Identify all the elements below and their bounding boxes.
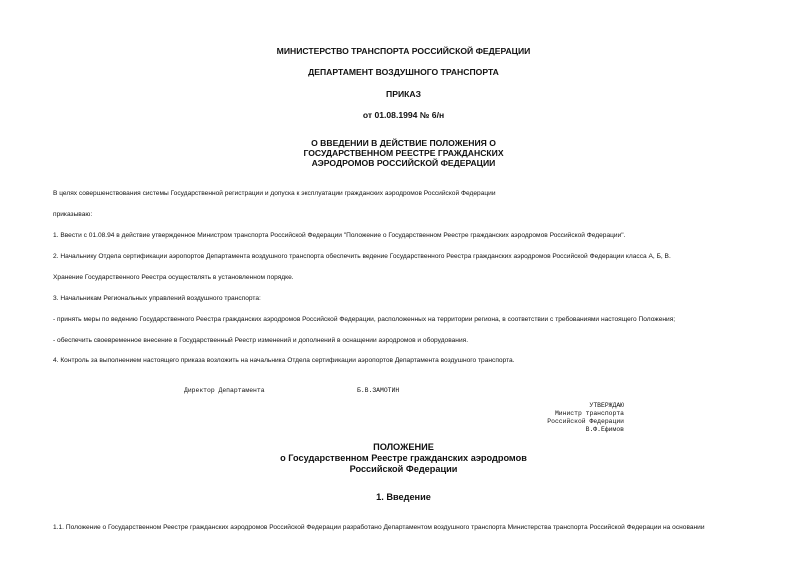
title-line-2: ГОСУДАРСТВЕННОМ РЕЕСТРЕ ГРАЖДАНСКИХ	[303, 148, 504, 158]
signature-position: Директор Департамента	[184, 387, 265, 394]
paragraph-1-1: 1.1. Положение о Государственном Реестре гражданских аэродромов Российской Федерации разработано Департаментом воздушного транспорта Министерства транспорта Российской Федерации на основании	[53, 524, 705, 531]
approval-line-4: В.Ф.Ефимов	[585, 426, 624, 433]
title-line-3: АЭРОДРОМОВ РОССИЙСКОЙ ФЕДЕРАЦИИ	[311, 158, 496, 168]
order-word: приказываю:	[53, 211, 93, 218]
department-heading: ДЕПАРТАМЕНТ ВОЗДУШНОГО ТРАНСПОРТА	[308, 67, 499, 77]
signature-name: Б.В.ЗАМОТИН	[357, 387, 400, 394]
item-3: 3. Начальникам Региональных управлений воздушного транспорта:	[53, 295, 261, 302]
title-line-1: О ВВЕДЕНИИ В ДЕЙСТВИЕ ПОЛОЖЕНИЯ О	[311, 138, 496, 148]
item-4: 4. Контроль за выполнением настоящего приказа возложить на начальника Отдела сертификации аэропортов Департамента воздушного транспорта.	[53, 357, 515, 364]
intro-paragraph: В целях совершенствования системы Государственной регистрации и допуска к эксплуатации гражданских аэродромов Российской Федерации	[53, 190, 496, 197]
item-2: 2. Начальнику Отдела сертификации аэропортов Департамента воздушного транспорта обеспечить ведение Государственного Реестра гражданских аэродромов Российской Федерации класса А, Б, В.	[53, 253, 671, 260]
approval-line-3: Российской Федерации	[547, 418, 624, 425]
item-3-a: - принять меры по ведению Государственного Реестра гражданских аэродромов Российской Федерации, расположенных на территории региона, в соответствии с требованиями настоящего Положения;	[53, 316, 676, 323]
item-3-b: - обеспечить своевременное внесение в Государственный Реестр изменений и дополнений в оснащении аэродромов и оборудования.	[53, 337, 469, 344]
approval-line-2: Министр транспорта	[554, 410, 624, 417]
regulation-subtitle-1: о Государственном Реестре гражданских аэродромов	[280, 453, 527, 463]
regulation-subtitle-2: Российской Федерации	[349, 464, 458, 474]
item-1: 1. Ввести с 01.08.94 в действие утвержденное Министром транспорта Российской Федерации "Положение о Государственном Реестре гражданских аэродромов Российской Федерации".	[53, 232, 626, 239]
section-1-heading: 1. Введение	[376, 492, 431, 502]
regulation-title: ПОЛОЖЕНИЕ	[373, 442, 434, 452]
doc-type-heading: ПРИКАЗ	[386, 89, 421, 99]
ministry-heading: МИНИСТЕРСТВО ТРАНСПОРТА РОССИЙСКОЙ ФЕДЕРАЦИИ	[276, 46, 531, 56]
item-2-continuation: Хранение Государственного Реестра осуществлять в установленном порядке.	[53, 274, 294, 281]
date-number: от 01.08.1994 № 6/н	[362, 110, 445, 120]
approval-line-1: УТВЕРЖДАЮ	[589, 402, 624, 409]
